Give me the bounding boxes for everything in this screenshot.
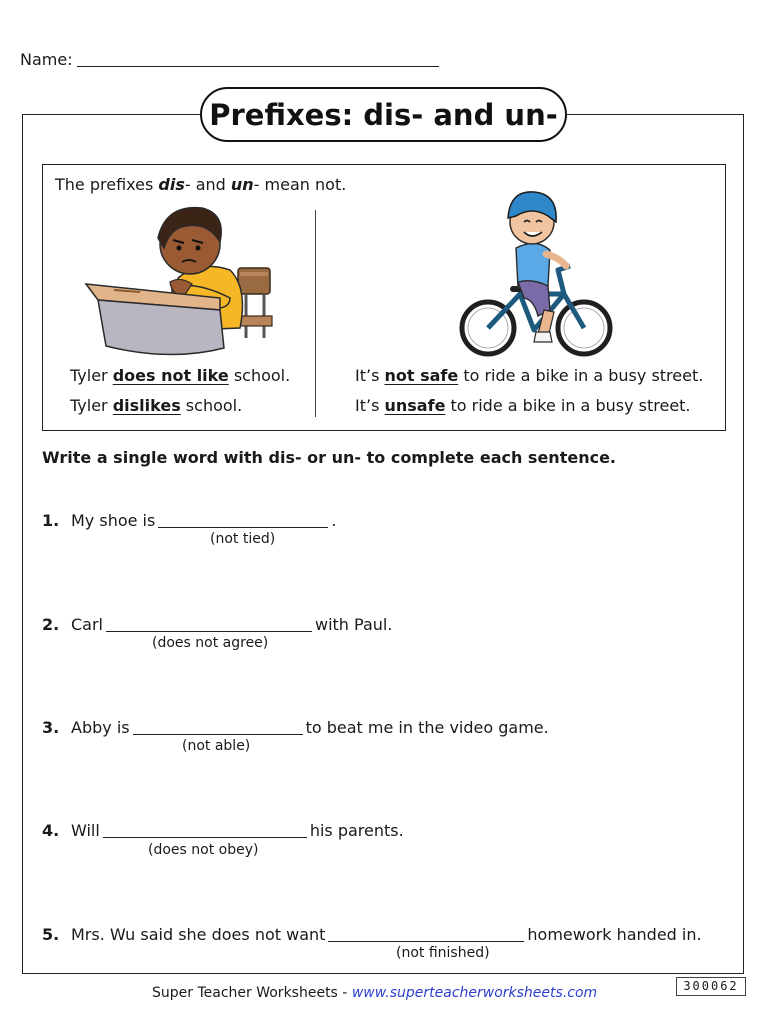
- example-right-1: [355, 366, 703, 385]
- title-text: Prefixes: dis- and un-: [209, 97, 558, 132]
- instruction-text: Write a single word with dis- or un- to complete each sentence.: [42, 448, 616, 467]
- footer: [152, 985, 597, 1001]
- ex-left-1-bold: does not like: [112, 366, 229, 385]
- footer-url-link[interactable]: www.superteacherworksheets.com: [351, 985, 598, 1001]
- hint-3: (not able): [182, 738, 251, 754]
- question-text-before: Will: [71, 821, 100, 840]
- example-right-2: [355, 396, 691, 415]
- intro-post: - mean not.: [253, 175, 347, 194]
- ex-right-1-post: to ride a bike in a busy street.: [458, 366, 704, 385]
- question-text-after: homework handed in.: [527, 925, 702, 944]
- example-left-1: [70, 366, 290, 385]
- intro-pre: The prefixes: [55, 175, 159, 194]
- ex-left-2-bold: dislikes: [112, 396, 181, 415]
- ex-left-2-pre: Tyler: [70, 396, 113, 415]
- hint-1: (not tied): [210, 531, 276, 547]
- question-number: 3.: [42, 718, 60, 737]
- question-1: [42, 511, 336, 530]
- name-label: Name:: [20, 50, 73, 69]
- ex-left-1-pre: Tyler: [70, 366, 113, 385]
- question-5: [42, 925, 702, 944]
- answer-blank[interactable]: [158, 513, 328, 528]
- question-number: 2.: [42, 615, 60, 634]
- answer-blank[interactable]: [103, 823, 307, 838]
- hint-2: (does not agree): [152, 635, 269, 651]
- ex-right-1-bold: not safe: [384, 366, 459, 385]
- answer-blank[interactable]: [328, 927, 524, 942]
- question-text-after: to beat me in the video game.: [305, 718, 549, 737]
- question-text-after: .: [331, 511, 337, 530]
- name-blank[interactable]: [77, 52, 439, 67]
- ex-right-1-pre: It’s: [355, 366, 385, 385]
- question-text-after: with Paul.: [315, 615, 393, 634]
- example-left-2: [70, 396, 242, 415]
- intro-dis: dis: [158, 175, 185, 194]
- page-title: [200, 87, 567, 142]
- ex-left-1-post: school.: [228, 366, 291, 385]
- ex-right-2-post: to ride a bike in a busy street.: [445, 396, 691, 415]
- question-text-before: Mrs. Wu said she does not want: [71, 925, 326, 944]
- examples-divider: [315, 210, 316, 417]
- question-number: 5.: [42, 925, 60, 944]
- intro-un: un: [230, 175, 254, 194]
- question-3: [42, 718, 549, 737]
- question-text-after: his parents.: [309, 821, 404, 840]
- answer-blank[interactable]: [133, 720, 303, 735]
- hint-5: (not finished): [396, 945, 490, 961]
- question-text-before: My shoe is: [71, 511, 156, 530]
- intro-mid: - and: [184, 175, 231, 194]
- question-number: 4.: [42, 821, 60, 840]
- hint-4: (does not obey): [148, 842, 259, 858]
- question-4: [42, 821, 404, 840]
- ex-right-2-bold: unsafe: [384, 396, 446, 415]
- boy-on-bike-illustration: [458, 182, 614, 364]
- name-line: [20, 50, 439, 69]
- question-2: [42, 615, 392, 634]
- footer-text: Super Teacher Worksheets -: [152, 985, 352, 1001]
- worksheet-code: 300062: [676, 977, 746, 996]
- boy-at-desk-illustration: [80, 198, 280, 363]
- question-text-before: Carl: [71, 615, 103, 634]
- ex-right-2-pre: It’s: [355, 396, 385, 415]
- question-number: 1.: [42, 511, 60, 530]
- intro-text: [55, 175, 346, 194]
- question-text-before: Abby is: [71, 718, 130, 737]
- ex-left-2-post: school.: [180, 396, 243, 415]
- answer-blank[interactable]: [106, 617, 312, 632]
